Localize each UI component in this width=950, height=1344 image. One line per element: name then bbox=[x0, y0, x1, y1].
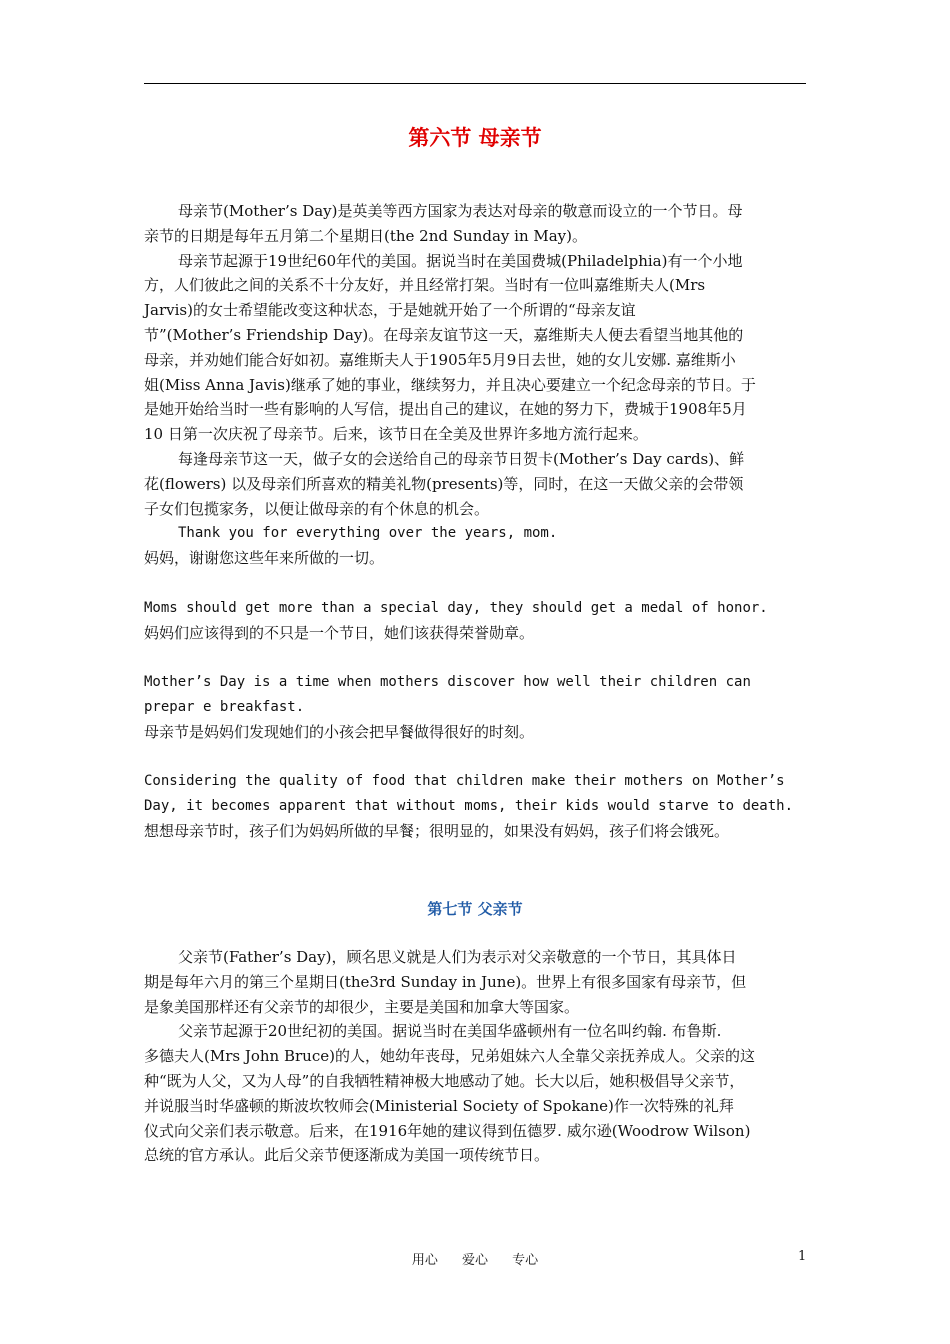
quote-4 bbox=[144, 769, 806, 843]
quote-en-line: prepar e breakfast. bbox=[144, 698, 305, 715]
text-line: 节”(Mother’s Friendship Day)。在母亲友谊节这一天，嘉维斯夫人便去看望当地其他的 bbox=[144, 325, 744, 344]
s7-paragraph-2 bbox=[144, 1019, 806, 1168]
section-6-title: 第六节 母亲节 bbox=[408, 125, 542, 150]
page-number: 1 bbox=[798, 1249, 807, 1264]
text-line: 期是每年六月的第三个星期日(the3rd Sunday in June)。世界上有很多国家有母亲节，但 bbox=[144, 972, 747, 991]
quote-3 bbox=[144, 670, 806, 744]
text-line: 并说服当时华盛顿的斯波坎牧师会(Ministerial Society of Spokane)作一次特殊的礼拜 bbox=[144, 1096, 734, 1115]
text-line: 父亲节起源于20世纪初的美国。据说当时在美国华盛顿州有一位名叫约翰. 布鲁斯. bbox=[178, 1022, 722, 1041]
text-line: 父亲节(Father’s Day)，顾名思义就是人们为表示对父亲敬意的一个节日，其具体日 bbox=[178, 948, 737, 966]
text-line: 每逢母亲节这一天，做子女的会送给自己的母亲节日贺卡(Mother’s Day cards)、鲜 bbox=[178, 449, 745, 468]
quote-2 bbox=[144, 596, 806, 646]
quote-1 bbox=[144, 521, 806, 571]
text-line: 多德夫人(Mrs John Bruce)的人，她幼年丧母，兄弟姐妹六人全靠父亲抚养成人。父亲的这 bbox=[144, 1047, 755, 1066]
quote-zh: 想想母亲节时，孩子们为妈妈所做的早餐；很明显的，如果没有妈妈，孩子们将会饿死。 bbox=[144, 821, 730, 840]
text-line: 母亲节(Mother’s Day)是英美等西方国家为表达对母亲的敬意而设立的一个节日。母 bbox=[178, 202, 743, 220]
s6-paragraph-1 bbox=[144, 199, 806, 249]
text-line: 方，人们彼此之间的关系不十分友好，并且经常打架。当时有一位叫嘉维斯夫人(Mrs bbox=[144, 276, 706, 295]
quote-zh: 母亲节是妈妈们发现她们的小孩会把早餐做得很好的时刻。 bbox=[144, 722, 535, 741]
text-line: 仪式向父亲们表示敬意。后来，在1916年她的建议得到伍德罗. 威尔逊(Woodrow Wilson) bbox=[144, 1121, 751, 1140]
text-line: 母亲节起源于19世纪60年代的美国。据说当时在美国费城(Philadelphia)有一个小地 bbox=[178, 251, 743, 270]
footer-item: 爱心 bbox=[461, 1253, 488, 1268]
footer-item: 用心 bbox=[411, 1253, 438, 1268]
text-line: 10 日第一次庆祝了母亲节。后来，该节日在全美及世界许多地方流行起来。 bbox=[144, 425, 648, 444]
quote-en-line: Moms should get more than a special day, they should get a medal of honor. bbox=[144, 599, 768, 616]
quote-en-line: Day, it becomes apparent that without moms, their kids would starve to death. bbox=[144, 798, 794, 815]
blank-line bbox=[144, 645, 806, 670]
text-line: 亲节的日期是每年五月第二个星期日(the 2nd Sunday in May)。 bbox=[144, 226, 587, 245]
text-line: 是象美国那样还有父亲节的却很少，主要是美国和加拿大等国家。 bbox=[144, 997, 580, 1016]
quote-zh: 妈妈，谢谢您这些年来所做的一切。 bbox=[144, 549, 385, 568]
section-7-title: 第七节 父亲节 bbox=[427, 900, 523, 918]
text-line: 姐(Miss Anna Javis)继承了她的事业，继续努力，并且决心要建立一个纪念母亲的节日。于 bbox=[144, 375, 756, 394]
page-footer bbox=[0, 1249, 950, 1268]
text-line: 种“既为人父，又为人母”的自我牺牲精神极大地感动了她。长大以后，她积极倡导父亲节， bbox=[144, 1071, 745, 1090]
s6-paragraph-3 bbox=[144, 447, 806, 521]
text-line: 花(flowers) 以及母亲们所喜欢的精美礼物(presents)等，同时，在这一天做父亲的会带领 bbox=[144, 474, 744, 493]
quote-en-line: Thank you for everything over the years, mom. bbox=[178, 525, 558, 542]
section-6-body bbox=[144, 199, 806, 844]
quote-en-line: Considering the quality of food that children make their mothers on Mother’s bbox=[144, 773, 785, 790]
s7-paragraph-1 bbox=[144, 945, 806, 1019]
text-line: 母亲，并劝她们能合好如初。嘉维斯夫人于1905年5月9日去世，她的女儿安娜. 嘉维斯小 bbox=[144, 350, 736, 369]
blank-line bbox=[144, 571, 806, 596]
footer-item: 专心 bbox=[512, 1253, 539, 1268]
s6-paragraph-2 bbox=[144, 249, 806, 447]
text-line: Jarvis)的女士希望能改变这种状态，于是她就开始了一个所谓的“母亲友谊 bbox=[144, 301, 636, 320]
text-line: 是她开始给当时一些有影响的人写信，提出自己的建议，在她的努力下，费城于1908年5月 bbox=[144, 400, 747, 419]
blank-line bbox=[144, 745, 806, 770]
section-7-body bbox=[144, 945, 806, 1168]
text-line: 子女们包揽家务，以便让做母亲的有个休息的机会。 bbox=[144, 499, 490, 518]
quote-en-line: Mother’s Day is a time when mothers discover how well their children can bbox=[144, 674, 751, 691]
quote-zh: 妈妈们应该得到的不只是一个节日，她们该获得荣誉勋章。 bbox=[144, 623, 535, 642]
text-line: 总统的官方承认。此后父亲节便逐渐成为美国一项传统节日。 bbox=[144, 1146, 550, 1165]
header-rule bbox=[144, 83, 806, 84]
